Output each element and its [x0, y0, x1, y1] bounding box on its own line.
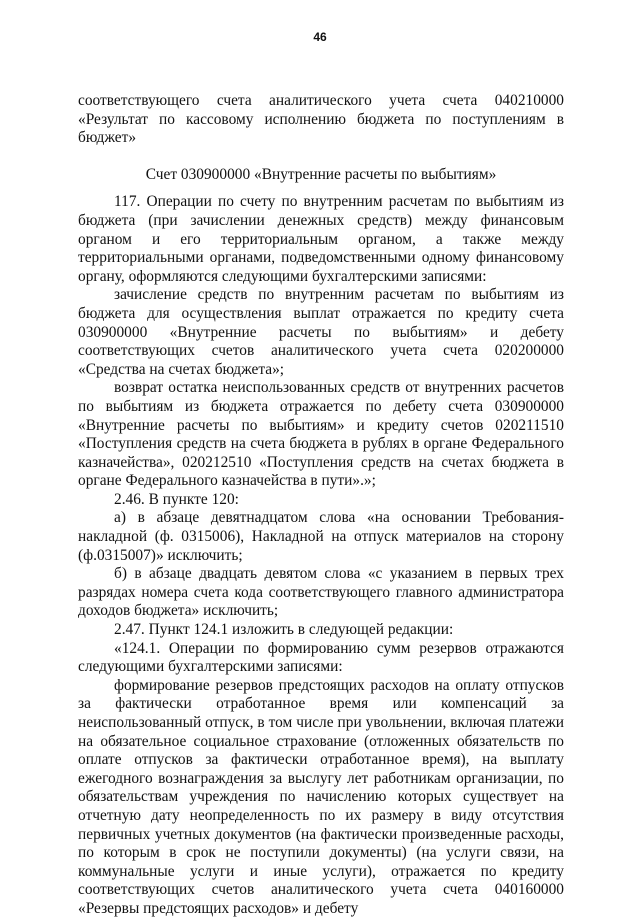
section-heading: Счет 030900000 «Внутренние расчеты по выбытиям»: [145, 165, 497, 183]
paragraph: формирование резервов предстоящих расходов на оплату отпусков за фактически отработанное время или компенсаций за неиспользованный отпуск, в том числе при увольнении, включая платежи на обязательное социальное страхование (отложенных обязательств по оплате отпусков за фактически отработанное время), на выплату ежегодного вознаграждения за выслугу лет работникам организации, по обязательствам учреждения по начислению которых существует на отчетную дату неопределенность по их размеру в виду отсутствия первичных учетных документов (на фактически произведенные расходы, по которым в срок не поступили документы) (на услуги связи, на коммунальные услуги и иные услуги), отражается по кредиту соответствующих счетов аналитического учета счета 040160000 «Резервы предстоящих расходов» и дебету: [78, 676, 564, 917]
paragraph-continuation: соответствующего счета аналитического учета счета 040210000 «Результат по кассовому исполнению бюджета по поступлениям в бюджет»: [78, 92, 564, 147]
document-body: [78, 92, 564, 919]
paragraph: б) в абзаце двадцать девятом слова «с указанием в первых трех разрядах номера счета кода соответствующего главного администратора доходов бюджета» исключить;: [78, 565, 564, 620]
paragraph: 117. Операции по счету по внутренним расчетам по выбытиям из бюджета (при зачислении денежных средств) между финансовым органом и его территориальным органом, а также между территориальными органами, подведомственными одному финансовому органу, оформляются следующими бухгалтерскими записями:: [78, 193, 564, 285]
paragraph: «124.1. Операции по формированию сумм резервов отражаются следующими бухгалтерскими записями:: [78, 639, 564, 676]
paragraph: 2.46. В пункте 120:: [114, 490, 239, 508]
paragraph: возврат остатка неиспользованных средств от внутренних расчетов по выбытиям из бюджета отражается по дебету счета 030900000 «Внутренние расчеты по выбытиям» и кредиту счетов 020211510 «Поступления средств на счета бюджета в рублях в органе Федерального казначейства», 020212510 «Поступления средств на счетах бюджета в органе Федерального казначейства в пути».»;: [78, 379, 564, 490]
spacer: [78, 148, 564, 166]
paragraph: зачисление средств по внутренним расчетам по выбытиям из бюджета для осуществления выплат отражается по кредиту счета 030900000 «Внутренние расчеты по выбытиям» и дебету соответствующих счетов аналитического учета счета 020200000 «Средства на счетах бюджета»;: [78, 286, 564, 378]
page-number: 46: [313, 30, 327, 44]
paragraph: а) в абзаце девятнадцатом слова «на основании Требования-накладной (ф. 0315006), Накладной на отпуск материалов на сторону (ф.0315007)» исключить;: [78, 509, 564, 564]
spacer: [78, 184, 564, 193]
paragraph: 2.47. Пункт 124.1 изложить в следующей редакции:: [114, 621, 454, 639]
